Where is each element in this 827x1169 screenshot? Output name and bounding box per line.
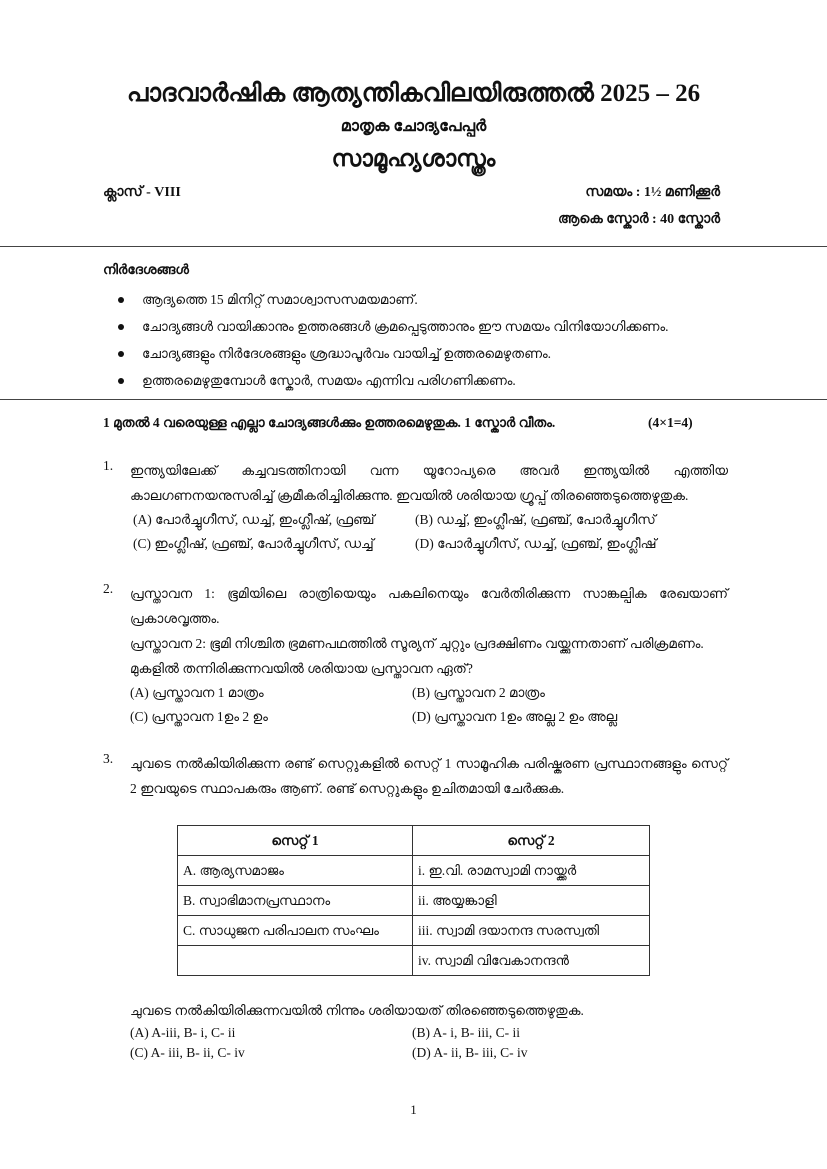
option-b: (B) ഡച്ച്, ഇംഗ്ലീഷ്, ഫ്രഞ്ച്, പോർച്ചുഗീസ് (415, 512, 656, 527)
exam-subtitle: മാതൃക ചോദ്യപേപ്പർ (340, 118, 487, 135)
option-b: (B) A- i, B- iii, C- ii (412, 1025, 520, 1040)
table-cell: A. ആര്യസമാജം (178, 856, 413, 886)
time-label: സമയം : 1½ മണിക്കൂർ (585, 185, 720, 200)
option-d: (D) പ്രസ്താവന 1ഉം അല്ല 2 ഉം അല്ല (412, 709, 618, 724)
question-3 (103, 751, 728, 801)
option-c: (C) ഇംഗ്ലീഷ്, ഫ്രഞ്ച്, പോർച്ചുഗീസ്, ഡച്ച് (133, 536, 374, 551)
bullet-icon (118, 351, 124, 357)
page-number: 1 (410, 1102, 417, 1117)
options (130, 681, 728, 729)
question-1 (103, 458, 728, 556)
table-cell: C. സാധുജന പരിപാലന സംഘം (178, 916, 413, 946)
section-instruction: 1 മുതൽ 4 വരെയുള്ള എല്ലാ ചോദ്യങ്ങൾക്കും ഉത്തരമെഴുതുക. 1 സ്കോർ വീതം. (103, 415, 556, 430)
total-score-label: ആകെ സ്കോർ : 40 സ്കോർ (558, 212, 720, 227)
table-cell: B. സ്വാഭിമാനപ്രസ്ഥാനം (178, 886, 413, 916)
table-cell (178, 946, 413, 976)
divider (0, 246, 827, 247)
table-row (178, 916, 650, 946)
statement-2: പ്രസ്താവന 2: ഭൂമി നിശ്ചിത ഭ്രമണപഥത്തിൽ സൂര്യന് ചുറ്റും പ്രദക്ഷിണം വയ്ക്കുന്നതാണ് പരിക്രമണം. (130, 636, 704, 651)
option-c: (C) A- iii, B- ii, C- iv (130, 1045, 245, 1060)
options (130, 1023, 728, 1063)
question-text: ചുവടെ നൽകിയിരിക്കുന്ന രണ്ട് സെറ്റുകളിൽ സെറ്റ് 1 സാമൂഹിക പരിഷ്കരണ പ്രസ്ഥാനങ്ങളും സെറ്റ് 2 ഇവയുടെ സ്ഥാപകരും ആണ്. രണ്ട് സെറ്റുകളും ഉചിതമായി ചേർക്കുക. (130, 756, 728, 796)
table-header-row (178, 826, 650, 856)
question-3-choices (103, 998, 728, 1063)
exam-title: പാദവാർഷിക ആത്യന്തികവിലയിരുത്തൽ 2025 – 26 (126, 80, 701, 107)
option-d: (D) A- ii, B- iii, C- iv (412, 1045, 528, 1060)
subject-title: സാമൂഹ്യശാസ്ത്രം (331, 146, 496, 171)
option-a: (A) പോർച്ചുഗീസ്, ഡച്ച്, ഇംഗ്ലീഷ്, ഫ്രഞ്ച് (133, 512, 375, 527)
instruction-item: ആദ്യത്തെ 15 മിനിറ്റ് സമാശ്വാസസമയമാണ്. (118, 286, 669, 313)
option-c: (C) പ്രസ്താവന 1ഉം 2 ഉം (130, 709, 268, 724)
table-cell: iii. സ്വാമി ദയാനന്ദ സരസ്വതി (413, 916, 650, 946)
option-a: (A) A-iii, B- i, C- ii (130, 1025, 236, 1040)
option-b: (B) പ്രസ്താവന 2 മാത്രം (412, 685, 545, 700)
instruction-item: ചോദ്യങ്ങൾ വായിക്കാനും ഉത്തരങ്ങൾ ക്രമപ്പെടുത്താനും ഈ സമയം വിനിയോഗിക്കണം. (118, 313, 669, 340)
table-cell: ii. അയ്യങ്കാളി (413, 886, 650, 916)
instructions-list (118, 286, 669, 394)
question-text: ഇന്ത്യയിലേക്ക് കച്ചവടത്തിനായി വന്ന യൂറോപ്യരെ അവർ ഇന്ത്യയിൽ എത്തിയ കാലഗണനയനുസരിച്ച് ക്രമീകരിച്ചിരിക്കുന്നു. ഇവയിൽ ശരിയായ ഗ്രൂപ്പ് തിരഞ്ഞെടുത്തെഴുതുക. (130, 463, 728, 503)
column-header: സെറ്റ് 2 (413, 826, 650, 856)
option-a: (A) പ്രസ്താവന 1 മാത്രം (130, 685, 264, 700)
question-number: 2. (103, 581, 114, 596)
table-row (178, 856, 650, 886)
question-number: 3. (103, 751, 114, 766)
bullet-icon (118, 297, 124, 303)
question-prompt: ചുവടെ നൽകിയിരിക്കുന്നവയിൽ നിന്നും ശരിയായത് തിരഞ്ഞെടുത്തെഴുതുക. (130, 1003, 584, 1018)
bullet-icon (118, 378, 124, 384)
statement-1: പ്രസ്താവന 1: ഭൂമിയിലെ രാത്രിയെയും പകലിനെയും വേർതിരിക്കുന്ന സാങ്കല്പിക രേഖയാണ് പ്രകാശവൃത്തം. (130, 586, 728, 626)
instruction-item: ഉത്തരമെഴുതുമ്പോൾ സ്കോർ, സമയം എന്നിവ പരിഗണിക്കണം. (118, 367, 669, 394)
class-label: ക്ലാസ് - VIII (103, 185, 181, 200)
instruction-item: ചോദ്യങ്ങളും നിർദേശങ്ങളും ശ്രദ്ധാപൂർവം വായിച്ച് ഉത്തരമെഴുതണം. (118, 340, 669, 367)
table-row (178, 946, 650, 976)
table-cell: i. ഇ.വി. രാമസ്വാമി നായ്ക്കർ (413, 856, 650, 886)
match-table (177, 825, 650, 976)
section-marks: (4×1=4) (648, 415, 693, 430)
question-number: 1. (103, 458, 114, 473)
column-header: സെറ്റ് 1 (178, 826, 413, 856)
question-prompt: മുകളിൽ തന്നിരിക്കുന്നവയിൽ ശരിയായ പ്രസ്താവന ഏത്? (130, 661, 473, 676)
option-d: (D) പോർച്ചുഗീസ്, ഡച്ച്, ഫ്രഞ്ച്, ഇംഗ്ലീഷ് (415, 536, 657, 551)
table-row (178, 886, 650, 916)
bullet-icon (118, 324, 124, 330)
table-cell: iv. സ്വാമി വിവേകാനന്ദൻ (413, 946, 650, 976)
question-2 (103, 581, 728, 729)
divider (0, 399, 827, 400)
instructions-heading: നിർദേശങ്ങൾ (103, 262, 189, 277)
options (133, 508, 728, 556)
